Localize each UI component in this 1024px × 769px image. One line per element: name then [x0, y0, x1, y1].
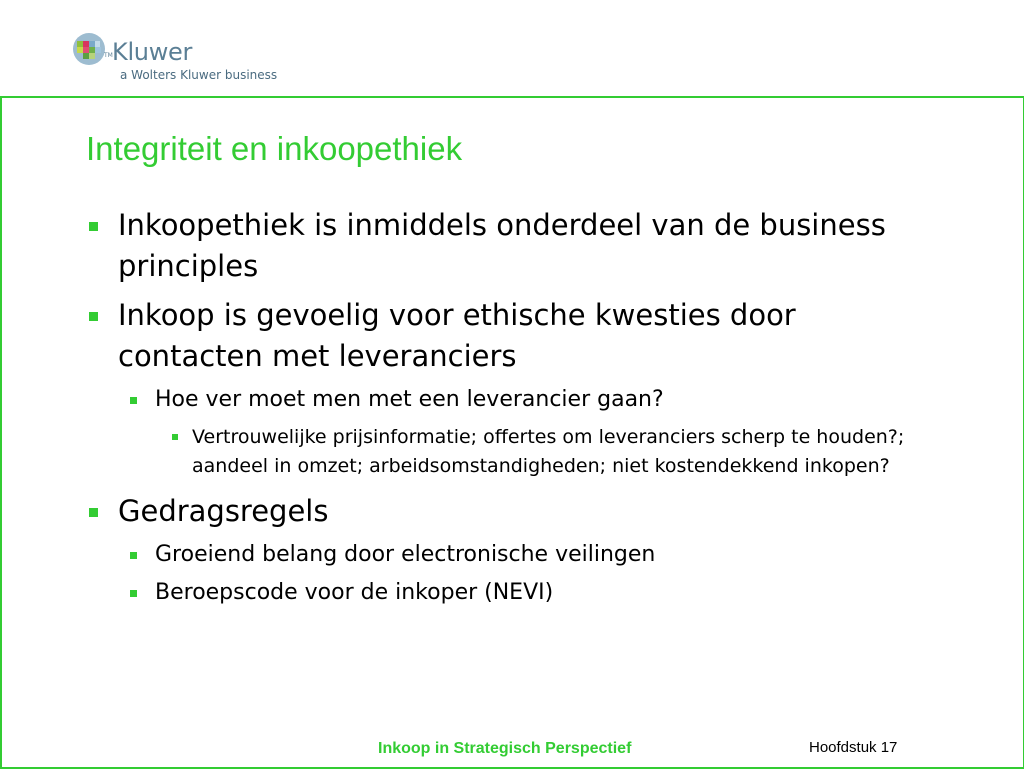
bullet-text: Hoe ver moet men met een leverancier gaan?: [155, 387, 664, 412]
square-bullet-icon: [89, 312, 98, 321]
logo-tagline: a Wolters Kluwer business: [120, 68, 278, 82]
sub-bullet-item: [86, 540, 946, 570]
logo-wordmark: Kluwer: [112, 38, 193, 66]
bullet-item: [86, 491, 946, 532]
kluwer-logo-icon: [72, 32, 106, 66]
bullet-item: [86, 295, 946, 377]
bullet-text: Gedragsregels: [118, 494, 329, 528]
footer-book-title: Inkoop in Strategisch Perspectief: [378, 740, 632, 757]
logo-trademark: TM: [104, 52, 113, 59]
square-bullet-icon: [130, 552, 137, 559]
slide-title: Integriteit en inkoopethiek: [86, 130, 463, 167]
square-bullet-icon: [89, 508, 98, 517]
bullet-text: Vertrouwelijke prijsinformatie; offertes om leveranciers scherp te houden?; aandeel in omzet; arbeidsomstandigheden; niet kostendekkend inkopen?: [192, 426, 905, 477]
bullet-text: Groeiend belang door electronische veilingen: [155, 542, 656, 567]
sub-bullet-item: [86, 385, 946, 415]
bullet-item: [86, 205, 946, 287]
bullet-list: [86, 205, 946, 616]
header: [0, 0, 1024, 96]
sub-sub-bullet-item: [86, 423, 946, 481]
footer-chapter: Hoofdstuk 17: [809, 739, 898, 756]
bullet-text: Beroepscode voor de inkoper (NEVI): [155, 580, 554, 605]
square-bullet-icon: [89, 222, 98, 231]
square-bullet-icon: [130, 590, 137, 597]
square-bullet-icon: [130, 397, 137, 404]
square-bullet-icon: [172, 434, 178, 440]
sub-bullet-item: [86, 578, 946, 608]
bullet-text: Inkoop is gevoelig voor ethische kwesties door contacten met leveranciers: [118, 298, 796, 373]
bullet-text: Inkoopethiek is inmiddels onderdeel van de business principles: [118, 208, 886, 283]
